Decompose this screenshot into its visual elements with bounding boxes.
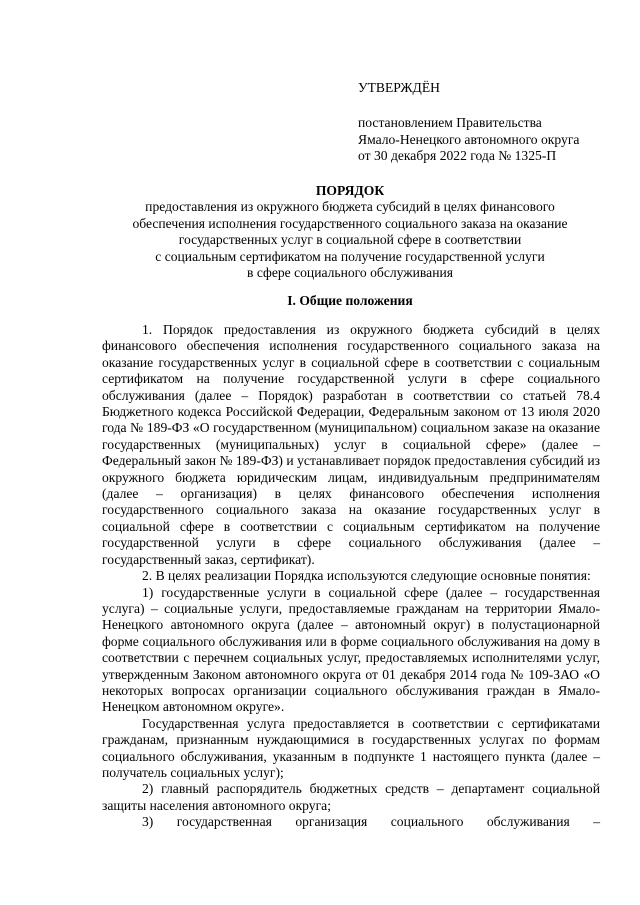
- paragraph: 1) государственные услуги в социальной сфере (далее – государственная услуга) – социальные услуги, предоставляемые гражданам на территории Ямало-Ненецкого автономного округа (далее – автономный округ) в полустационарной форме социального обслуживания или в форме социального обслуживания на дому в соответствии с перечнем социальных услуг, предоставляемых исполнителями услуг, утвержденным Законом автономного округа от 01 декабря 2014 года № 109-ЗАО «О некоторых вопросах организации социального обслуживания граждан в Ямало-Ненецком автономном округе».: [102, 584, 600, 715]
- paragraph: 2. В целях реализации Порядка используются следующие основные понятия:: [142, 568, 591, 584]
- approval-line: постановлением Правительства: [358, 115, 542, 131]
- approval-line: от 30 декабря 2022 года № 1325-П: [358, 148, 557, 164]
- approval-line: Ямало-Ненецкого автономного округа: [358, 131, 580, 147]
- paragraph: Государственная услуга предоставляется в соответствии с сертификатами гражданам, признанным нуждающимися в государственных услугах по формам социального обслуживания, указанным в подпункте 1 настоящего пункта (далее – получатель социальных услуг);: [102, 715, 600, 780]
- paragraph: 3) государственная организация социального обслуживания –: [142, 814, 600, 830]
- document-title: ПОРЯДОК: [315, 183, 385, 198]
- approval-heading: УТВЕРЖДЁН: [358, 80, 440, 95]
- approval-stamp: [358, 80, 579, 165]
- section-heading: I. Общие положения: [287, 293, 413, 308]
- subtitle-line: с социальным сертификатом на получение государственной услуги: [155, 248, 545, 264]
- document-title-block: [90, 183, 610, 281]
- subtitle-line: в сфере социального обслуживания: [247, 265, 453, 281]
- subtitle-line: государственных услуг в социальной сфере в соответствии: [178, 232, 522, 248]
- paragraph: 1. Порядок предоставления из окружного бюджета субсидий в целях финансового обеспечения исполнения государственного социального заказа на оказание государственных услуг в социальной сфере в соответствии с социальным сертификатом на получение государственной услуги в сфере социального обслуживания (далее – Порядок) разработан в соответствии со статьей 78.4 Бюджетного кодекса Российской Федерации, Федеральным законом от 13 июля 2020 года № 189-ФЗ «О государственном (муниципальном) социальном заказе на оказание государственных (муниципальных) услуг в социальной сфере» (далее – Федеральный закон № 189-ФЗ) и устанавливает порядок предоставления субсидий из окружного бюджета юридическим лицам, индивидуальным предпринимателям (далее – организация) в целях финансового обеспечения исполнения государственного социального заказа на оказание государственных услуг в социальной сфере в соответствии с социальным сертификатом на получение государственной услуги в сфере социального обслуживания (далее – государственный заказ, сертификат).: [102, 322, 600, 567]
- document-body: [102, 322, 600, 831]
- paragraph: 2) главный распорядитель бюджетных средств – департамент социальной защиты населения автономного округа;: [102, 781, 600, 813]
- subtitle-line: предоставления из окружного бюджета субсидий в целях финансового: [145, 199, 555, 215]
- subtitle-line: обеспечения исполнения государственного социального заказа на оказание: [132, 215, 568, 231]
